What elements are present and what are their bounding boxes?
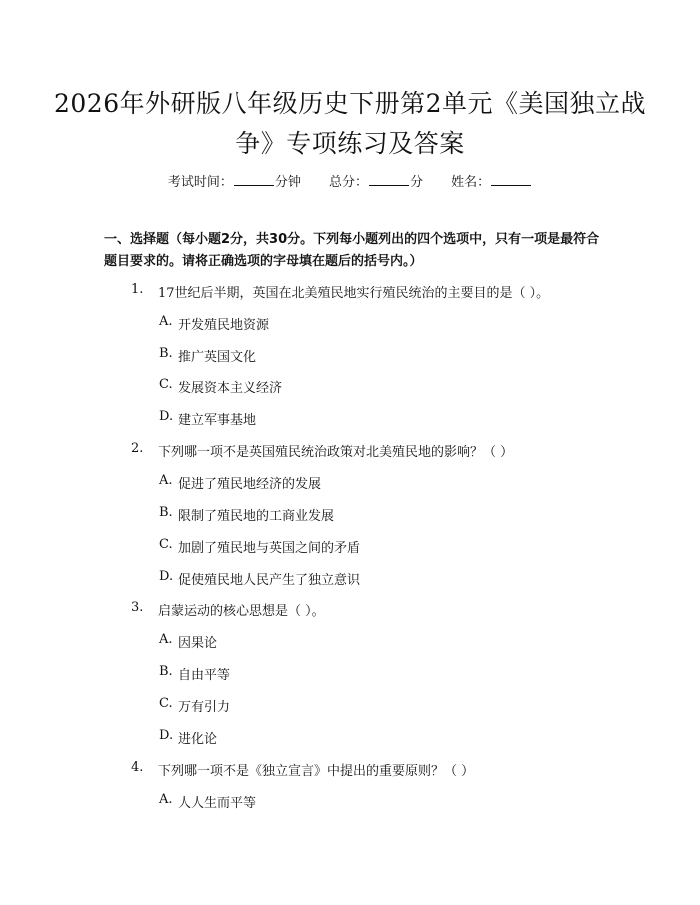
question-text: 下列哪一项不是英国殖民统治政策对北美殖民地的影响？（ ） — [158, 445, 514, 460]
question-text: 17世纪后半期，英国在北美殖民地实行殖民统治的主要目的是（ ）。 — [158, 286, 550, 301]
option-letter: C. — [159, 377, 173, 392]
question-number: 4. — [131, 760, 144, 775]
question-text: 启蒙运动的核心思想是（ ）。 — [158, 604, 325, 619]
exam-time-blank — [234, 174, 274, 186]
option-letter: B. — [159, 505, 173, 520]
option-text: 促进了殖民地经济的发展 — [178, 477, 322, 492]
option-text: 人人生而平等 — [178, 796, 257, 811]
option-text: 加剧了殖民地与英国之间的矛盾 — [178, 541, 361, 556]
option-text: 促使殖民地人民产生了独立意识 — [178, 573, 361, 588]
question-number: 3. — [131, 600, 144, 615]
question-number: 1. — [131, 282, 144, 297]
option-letter: B. — [159, 664, 173, 679]
option-text: 自由平等 — [178, 668, 231, 683]
option-letter: A. — [159, 473, 173, 488]
option-text: 进化论 — [178, 732, 218, 747]
document-title: 2026年外研版八年级历史下册第2单元《美国独立战争》专项练习及答案 — [53, 89, 647, 158]
option-text: 推广英国文化 — [178, 350, 257, 365]
option-text: 万有引力 — [178, 700, 231, 715]
student-name-label: 姓名： — [451, 175, 491, 190]
option-letter: A. — [159, 314, 173, 329]
student-name-blank — [491, 174, 531, 186]
exam-time-label: 考试时间： — [167, 175, 233, 190]
option-text: 限制了殖民地的工商业发展 — [178, 509, 335, 524]
question-number: 2. — [131, 441, 144, 456]
option-letter: D. — [159, 728, 174, 743]
option-letter: C. — [159, 696, 173, 711]
option-letter: A. — [159, 632, 173, 647]
option-letter: C. — [159, 537, 173, 552]
option-letter: B. — [159, 346, 173, 361]
total-score-blank — [369, 174, 409, 186]
student-name-field — [451, 171, 532, 190]
option-text: 开发殖民地资源 — [178, 318, 270, 333]
option-text: 因果论 — [178, 636, 218, 651]
question-text: 下列哪一项不是《独立宣言》中提出的重要原则？（ ） — [158, 764, 475, 779]
total-score-label: 总分： — [328, 175, 368, 190]
total-score-unit: 分 — [410, 175, 424, 190]
option-text: 建立军事基地 — [178, 413, 257, 428]
section-heading: 一、选择题（每小题2分，共30分。下列每小题列出的四个选项中，只有一项是最符合题目要求的。请将正确选项的字母填在题后的括号内。） — [104, 232, 600, 269]
exam-time-field — [168, 171, 301, 190]
exam-time-unit: 分钟 — [274, 175, 301, 190]
option-letter: A. — [159, 792, 173, 807]
exam-info-line — [0, 171, 700, 190]
option-text: 发展资本主义经济 — [178, 381, 283, 396]
total-score-field — [329, 171, 423, 190]
option-letter: D. — [159, 409, 174, 424]
option-letter: D. — [159, 569, 174, 584]
